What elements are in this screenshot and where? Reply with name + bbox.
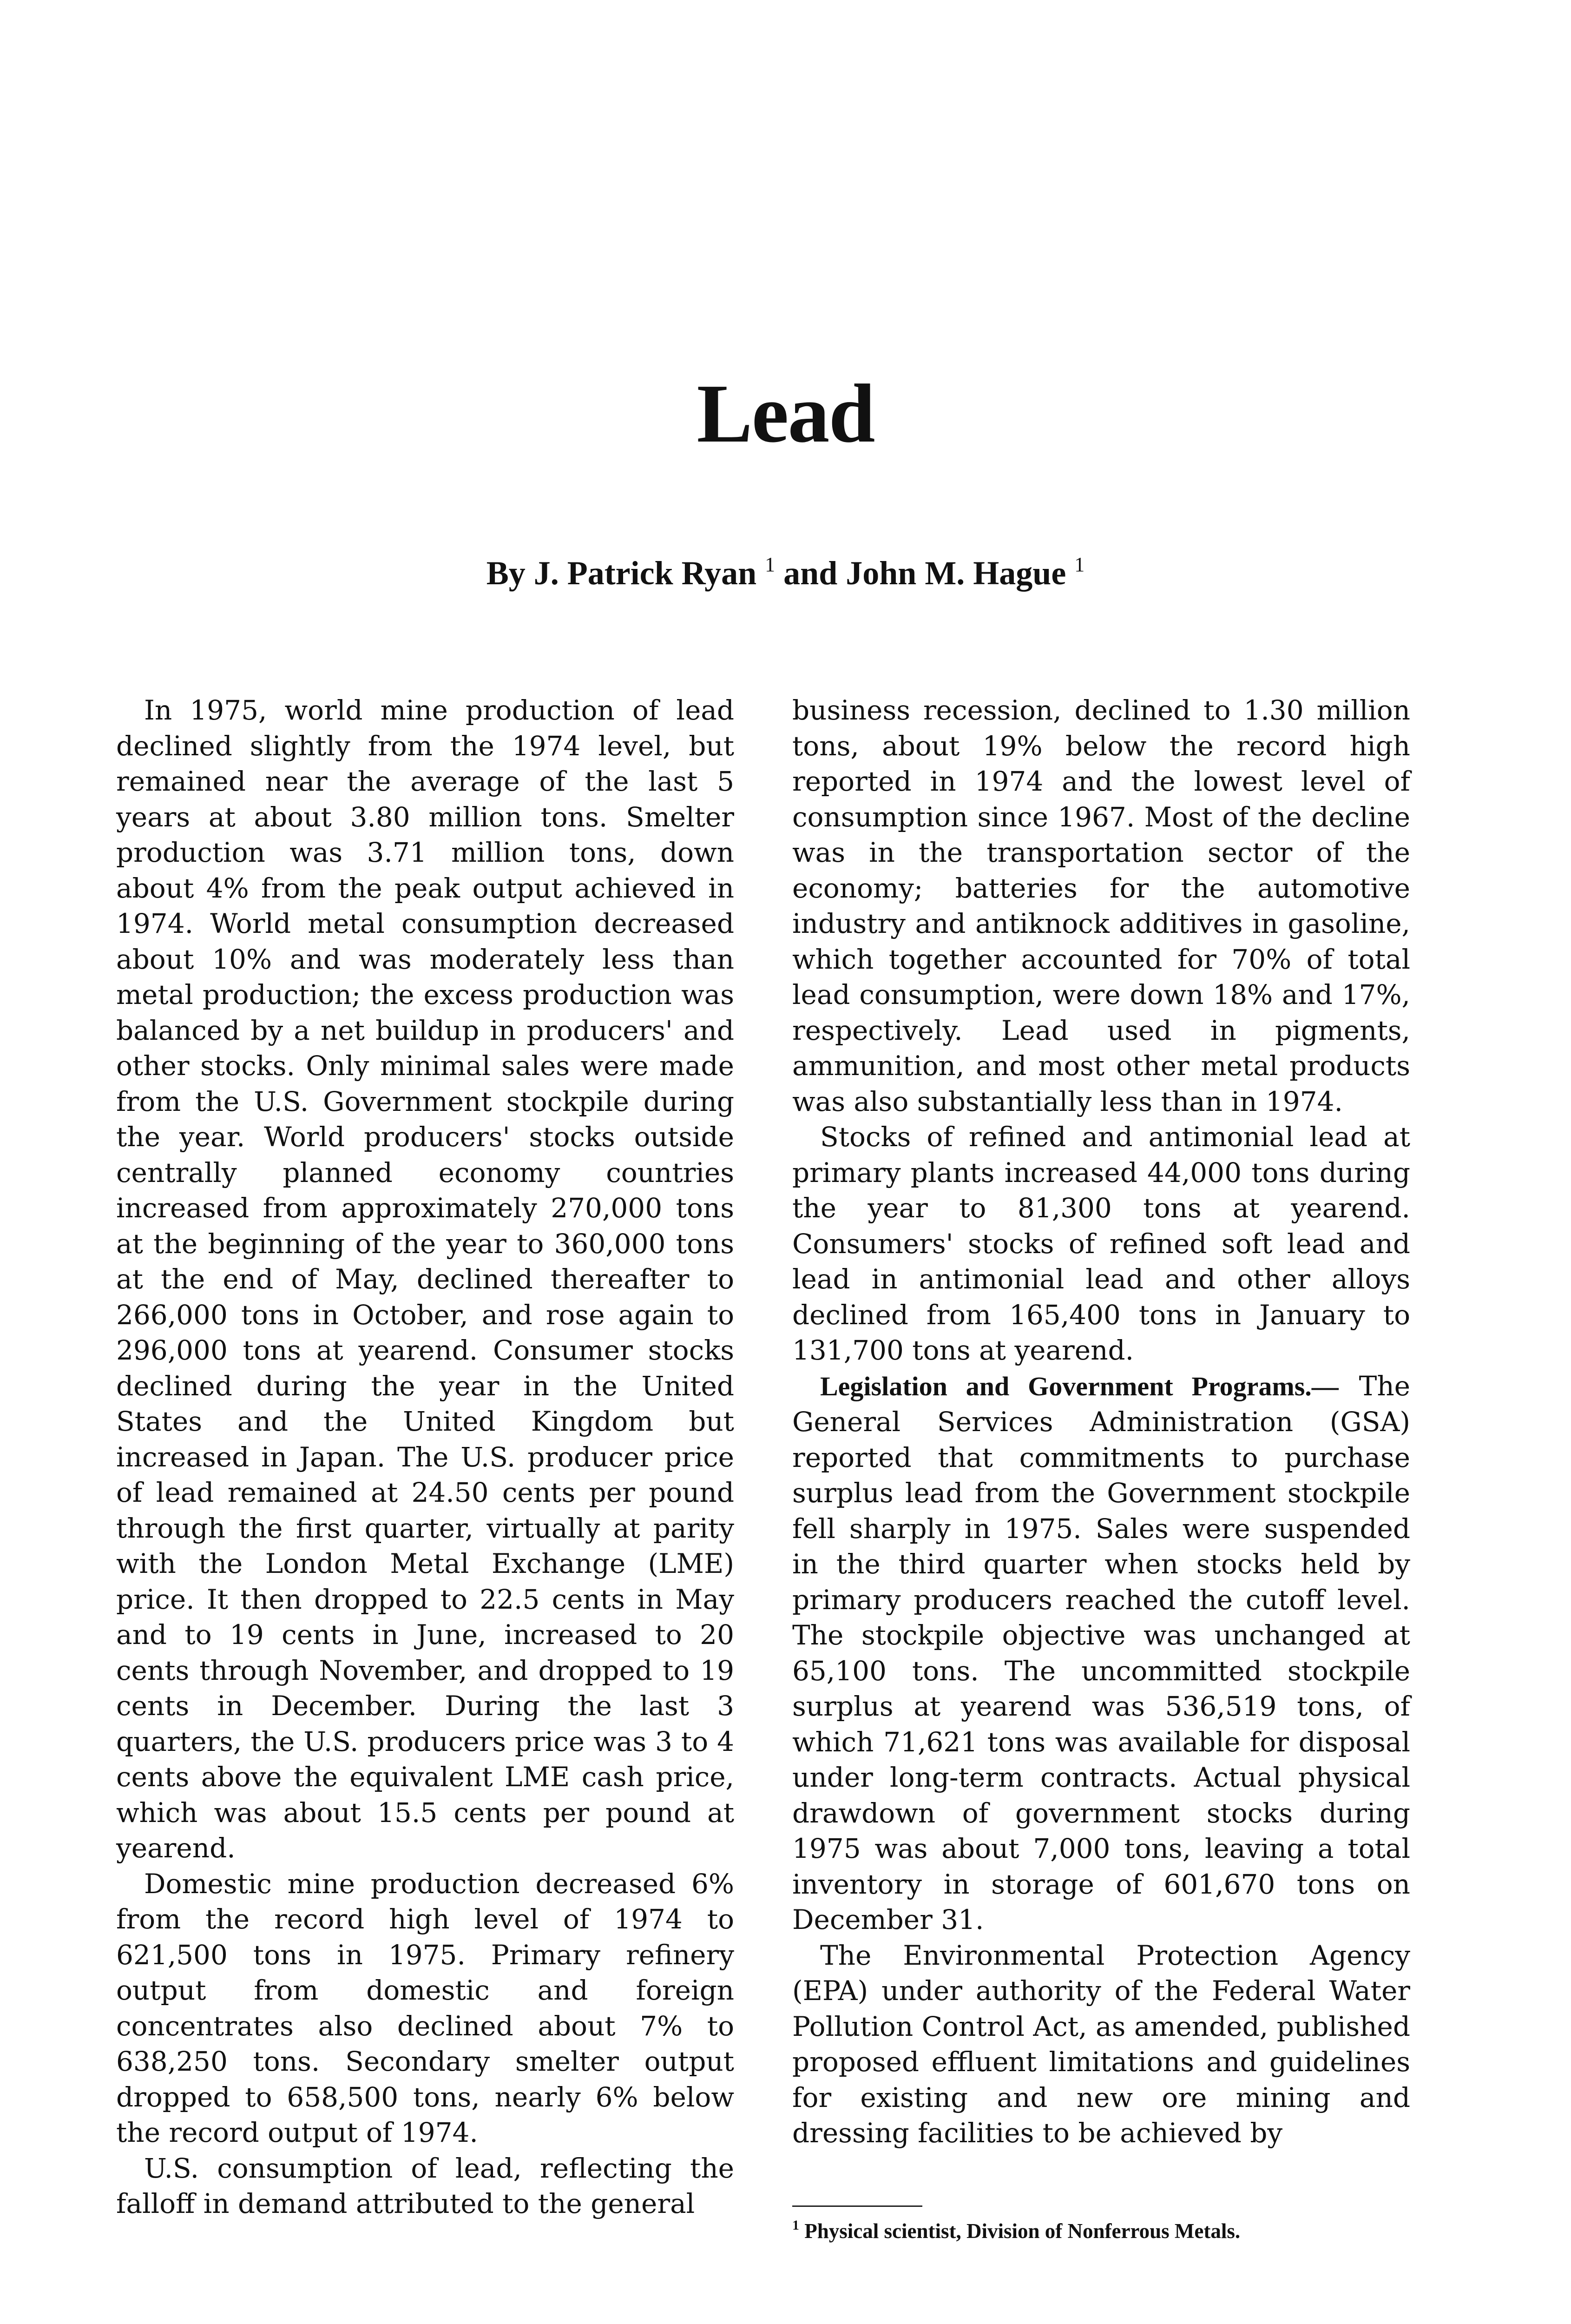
left-column [116,693,734,2222]
byline [0,544,1571,594]
legislation-text: The General Services Administration (GSA) reported that commitments to purchase surplus lead from the Government stockpile fell sharply in 1975. Sales were suspended in the third quarter when stocks held by primary producers reached the cutoff level. The stockpile objective was unchanged at 65,100 tons. The uncommitted stockpile surplus at yearend was 536,519 tons, of which 71,621 tons was available for disposal under long-term contracts. Actual physical drawdown of government stocks during 1975 was about 7,000 tons, leaving a total inventory in storage of 601,670 tons on December 31. [792,1370,1411,1935]
paragraph-epa: The Environmental Protection Agency (EPA) under authority of the Federal Water Pollution Control Act, as amended, published proposed effluent limitations and guidelines for existing and new ore mining and dressing facilities to be achieved by [792,1939,1410,2149]
paragraph-consumption: U.S. consumption of lead, reflecting the falloff in demand attributed to the general [116,2152,734,2219]
footnote [792,2212,1410,2244]
footnote-text: Physical scientist, Division of Nonferrous Metals. [804,2219,1241,2243]
section-heading-legislation: Legislation and Government Programs.— [820,1371,1339,1401]
article-title: Lead [697,367,874,460]
author-2-footnote-marker: 1 [1074,553,1085,576]
author-1-footnote-marker: 1 [765,553,776,576]
paragraph-legislation [792,1368,1410,1938]
right-column [792,693,1410,2151]
paragraph-domestic-production: Domestic mine production decreased 6% from the record high level of 1974 to 621,500 tons in 1975. Primary refinery output from domestic and foreign concentrates also declined about 7% to 638,250 tons. Secondary smelter output dropped to 658,500 tons, nearly 6% below the record output of 1974. [116,1868,734,2148]
paragraph-stocks: Stocks of refined and antimonial lead at primary plants increased 44,000 tons during the year to 81,300 tons at yearend. Consumers' stocks of refined soft lead and lead in antimonial lead and other alloys declined from 165,400 tons in January to 131,700 tons at yearend. [792,1121,1410,1366]
footnote-marker: 1 [792,2218,799,2233]
paragraph-consumption-continued: business recession, declined to 1.30 million tons, about 19% below the record high reported in 1974 and the lowest level of consumption since 1967. Most of the decline was in the transportation sector of the economy; batteries for the automotive industry and antiknock additives in gasoline, which together accounted for 70% of total lead consumption, were down 18% and 17%, respectively. Lead used in pigments, ammunition, and most other metal products was also substantially less than in 1974. [792,694,1410,1117]
author-1: By J. Patrick Ryan [486,555,757,592]
author-2: and John M. Hague [783,555,1066,592]
paragraph-intro: In 1975, world mine production of lead declined slightly from the 1974 level, but remained near the average of the last 5 years at about 3.80 million tons. Smelter production was 3.71 million tons, down about 4% from the peak output achieved in 1974. World metal consumption decreased about 10% and was moderately less than metal production; the excess production was balanced by a net buildup in producers' and other stocks. Only minimal sales were made from the U.S. Government stockpile during the year. World producers' stocks outside centrally planned economy countries increased from approximately 270,000 tons at the beginning of the year to 360,000 tons at the end of May, declined thereafter to 266,000 tons in October, and rose again to 296,000 tons at yearend. Consumer stocks declined during the year in the United States and the United Kingdom but increased in Japan. The U.S. producer price of lead remained at 24.50 cents per pound through the first quarter, virtually at parity with the London Metal Exchange (LME) price. It then dropped to 22.5 cents in May and to 19 cents in June, increased to 20 cents through November, and dropped to 19 cents in December. During the last 3 quarters, the U.S. producers price was 3 to 4 cents above the equivalent LME cash price, which was about 15.5 cents per pound at yearend. [116,694,734,1864]
footnote-divider [792,2205,922,2207]
